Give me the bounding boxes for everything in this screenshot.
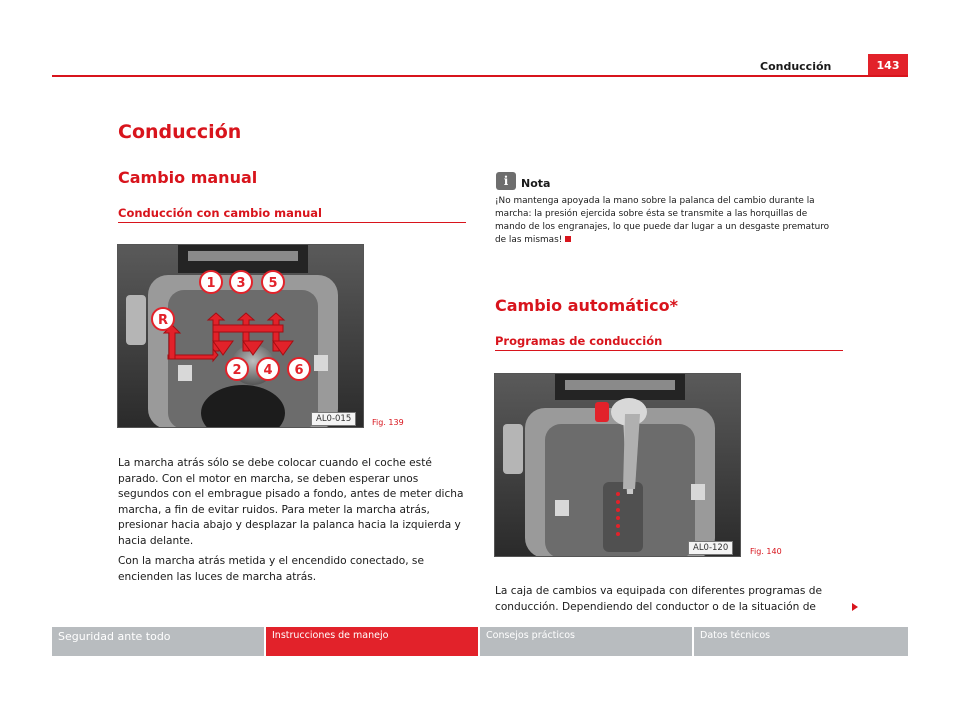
gearshift-illustration (118, 245, 364, 428)
note-text (495, 195, 840, 247)
tab-consejos[interactable]: Consejos prácticos (480, 627, 692, 656)
continue-arrow-icon (852, 603, 858, 611)
figure-manual-gearshift (117, 244, 364, 428)
figure-caption: Fig. 139 (372, 418, 404, 427)
gear-label-6: 6 (294, 363, 304, 378)
figure-automatic-gearshift (494, 373, 741, 557)
footer-nav (52, 627, 908, 656)
page-number: 143 (868, 54, 908, 77)
paragraph: La marcha atrás sólo se debe colocar cuando el coche esté parado. Con el motor en marcha, se deben esperar unos segundos con el embrague pisado a fondo, antes de meter dicha marcha, a fin de evitar ruidos. Para meter la marcha atrás, presionar hacia abajo y desplazar la palanca hacia la izquierda y hacia delante. (118, 457, 464, 547)
note-body: ¡No mantenga apoyada la mano sobre la palanca del cambio durante la marcha: la presión ejercida sobre ésta se transmite a las horquillas de mando de los engranajes, lo que puede dar lugar a un desgaste prematuro de las mismas! (495, 196, 830, 245)
figure-code: AL0-120 (688, 541, 733, 555)
chapter-title: Conducción (118, 121, 242, 143)
manual-body-text (118, 456, 468, 590)
section-title-automatic: Cambio automático* (495, 296, 678, 315)
figure-caption: Fig. 140 (750, 547, 782, 556)
header-rule (52, 75, 908, 77)
note-title: Nota (521, 177, 551, 190)
subsection-title-automatic: Programas de conducción (495, 334, 843, 351)
paragraph: Con la marcha atrás metida y el encendido conectado, se encienden las luces de marcha atrás. (118, 555, 424, 583)
subsection-title-manual: Conducción con cambio manual (118, 206, 466, 223)
gear-label-3: 3 (236, 276, 246, 291)
gear-label-4: 4 (263, 363, 273, 378)
gear-label-1: 1 (206, 276, 216, 291)
tab-instrucciones[interactable]: Instrucciones de manejo (266, 627, 478, 656)
figure-code: AL0-015 (311, 412, 356, 426)
tab-datos[interactable]: Datos técnicos (694, 627, 908, 656)
gear-label-2: 2 (232, 363, 242, 378)
tab-seguridad[interactable]: Seguridad ante todo (52, 627, 264, 656)
automatic-selector-illustration (495, 374, 741, 557)
gear-label-r: R (157, 313, 169, 328)
gear-label-5: 5 (268, 276, 278, 291)
info-icon: i (496, 172, 516, 190)
section-title-manual: Cambio manual (118, 168, 258, 187)
automatic-body-text: La caja de cambios va equipada con diferentes programas de conducción. Dependiendo del conductor o de la situación de (495, 585, 823, 613)
end-of-section-mark (565, 236, 571, 242)
running-header-title: Conducción (760, 60, 832, 73)
